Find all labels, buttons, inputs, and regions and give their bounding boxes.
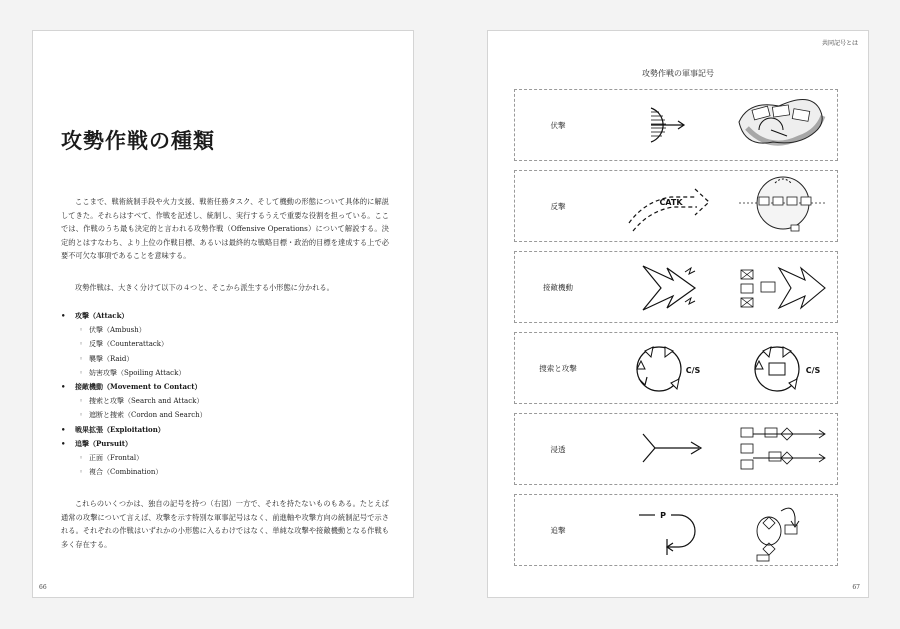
ambush-example — [729, 92, 833, 158]
bullet-icon: • — [61, 424, 66, 434]
search-and-attack-example-label: C/S — [805, 366, 821, 375]
symbol-label: 捜索と攻撃 — [539, 363, 577, 373]
bullet-icon: • — [61, 311, 66, 320]
outline-main-item — [61, 437, 391, 451]
outline-sub-item — [61, 366, 391, 380]
division-paragraph: 攻勢作戦は、大きく分けて以下の４つと、そこから派生する小形態に分かれる。 — [75, 283, 334, 292]
bullet-icon: • — [61, 382, 66, 392]
infiltration-symbol — [615, 416, 715, 482]
outline-sub-item — [61, 352, 391, 366]
outline-sub-item — [61, 408, 391, 422]
outline-sub-item — [61, 451, 391, 465]
outline-sub-item — [61, 394, 391, 408]
intro-paragraph: ここまで、戦術統制手段や火力支援、戦術任務タスク、そして機動の形態について具体的に解説してきた。それらはすべて、作戦を記述し、統制し、実行するうえで重要な役割を担っている。ここでは、作戦のうち最も決定的と言われる攻勢作戦（Offensive Operations）について解説する。決定的とはすなわち、より上位の作戦目標、あるいは最終的な戦略目標・政治的目標を達成する上で必要不可欠な事項であることを意味する。 — [61, 197, 389, 260]
bullet-icon: ◦ — [79, 397, 84, 406]
outline-label: 戦果拡張（Exploitation） — [75, 424, 165, 434]
page-number: 66 — [39, 584, 47, 591]
search-and-attack-symbol — [615, 335, 715, 401]
page-title: 攻勢作戦の種類 — [61, 128, 215, 153]
outline-label: 捜索と攻撃（Search and Attack） — [89, 397, 204, 406]
counterattack-symbol — [615, 173, 715, 239]
bullet-icon: ◦ — [79, 354, 84, 363]
outline-main-item — [61, 423, 391, 437]
outline-label: 正面（Frontal） — [89, 454, 144, 463]
symbol-row-movement-to-contact — [514, 251, 838, 323]
movement-to-contact-example — [729, 254, 833, 320]
bullet-icon: ◦ — [79, 411, 84, 420]
outline-label: 襲撃（Raid） — [89, 354, 134, 363]
outline-label: 接敵機動（Movement to Contact） — [75, 382, 202, 392]
pursuit-symbol — [615, 497, 715, 563]
closing-paragraph: これらのいくつかは、独自の記号を持つ（右図）一方で、それを持たないものもある。たとえば通常の攻撃について言えば、攻撃を示す特別な軍事記号はなく、前進軸や攻撃方向の統制記号で示される。それぞれの作戦はいずれかの小形態に入るわけではなく、単純な攻撃や接敵機動となる作戦も多く存在する。 — [61, 499, 389, 549]
symbol-row-pursuit — [514, 494, 838, 566]
symbol-label: 接敵機動 — [543, 282, 573, 292]
outline-sub-item — [61, 465, 391, 479]
bullet-icon: ◦ — [79, 368, 84, 377]
outline-label: 妨害攻撃（Spoiling Attack） — [89, 368, 186, 377]
outline-label: 遮断と捜索（Cordon and Search） — [89, 411, 207, 420]
counterattack-label: CATK — [659, 198, 683, 207]
symbols-title: 攻勢作戦の軍事記号 — [642, 69, 714, 78]
right-page — [487, 30, 869, 598]
symbol-row-ambush — [514, 89, 838, 161]
movement-to-contact-symbol — [615, 254, 715, 320]
search-and-attack-example — [729, 335, 833, 401]
outline-label: 反撃（Counterattack） — [89, 340, 169, 349]
outline-label: 複合（Combination） — [89, 468, 163, 477]
infiltration-example — [729, 416, 833, 482]
bullet-icon: ◦ — [79, 326, 84, 335]
left-page — [32, 30, 414, 598]
counterattack-example — [729, 173, 833, 239]
outline-main-item — [61, 309, 391, 323]
bullet-icon: ◦ — [79, 340, 84, 349]
symbol-label: 浸透 — [550, 444, 566, 454]
search-and-attack-label: C/S — [685, 366, 701, 375]
symbol-label: 伏撃 — [550, 120, 566, 130]
running-head: 共同記号とは — [821, 40, 858, 47]
pursuit-example — [729, 497, 833, 563]
bullet-icon: • — [61, 438, 66, 448]
bullet-icon: ◦ — [79, 468, 84, 477]
bullet-icon: ◦ — [79, 454, 84, 463]
symbol-row-counterattack — [514, 170, 838, 242]
outline-main-item — [61, 380, 391, 394]
pursuit-label: P — [660, 511, 666, 520]
operations-outline — [61, 309, 391, 479]
outline-label: 伏撃（Ambush） — [89, 326, 146, 335]
symbol-row-search-and-attack — [514, 332, 838, 404]
page-number: 67 — [852, 584, 860, 591]
ambush-symbol — [615, 92, 715, 158]
symbol-label: 追撃 — [550, 525, 566, 535]
outline-sub-item — [61, 323, 391, 337]
outline-label: 追撃（Pursuit） — [75, 438, 132, 448]
symbol-row-infiltration — [514, 413, 838, 485]
outline-sub-item — [61, 337, 391, 351]
outline-label: 攻撃（Attack） — [75, 311, 129, 320]
symbol-label: 反撃 — [550, 201, 566, 211]
